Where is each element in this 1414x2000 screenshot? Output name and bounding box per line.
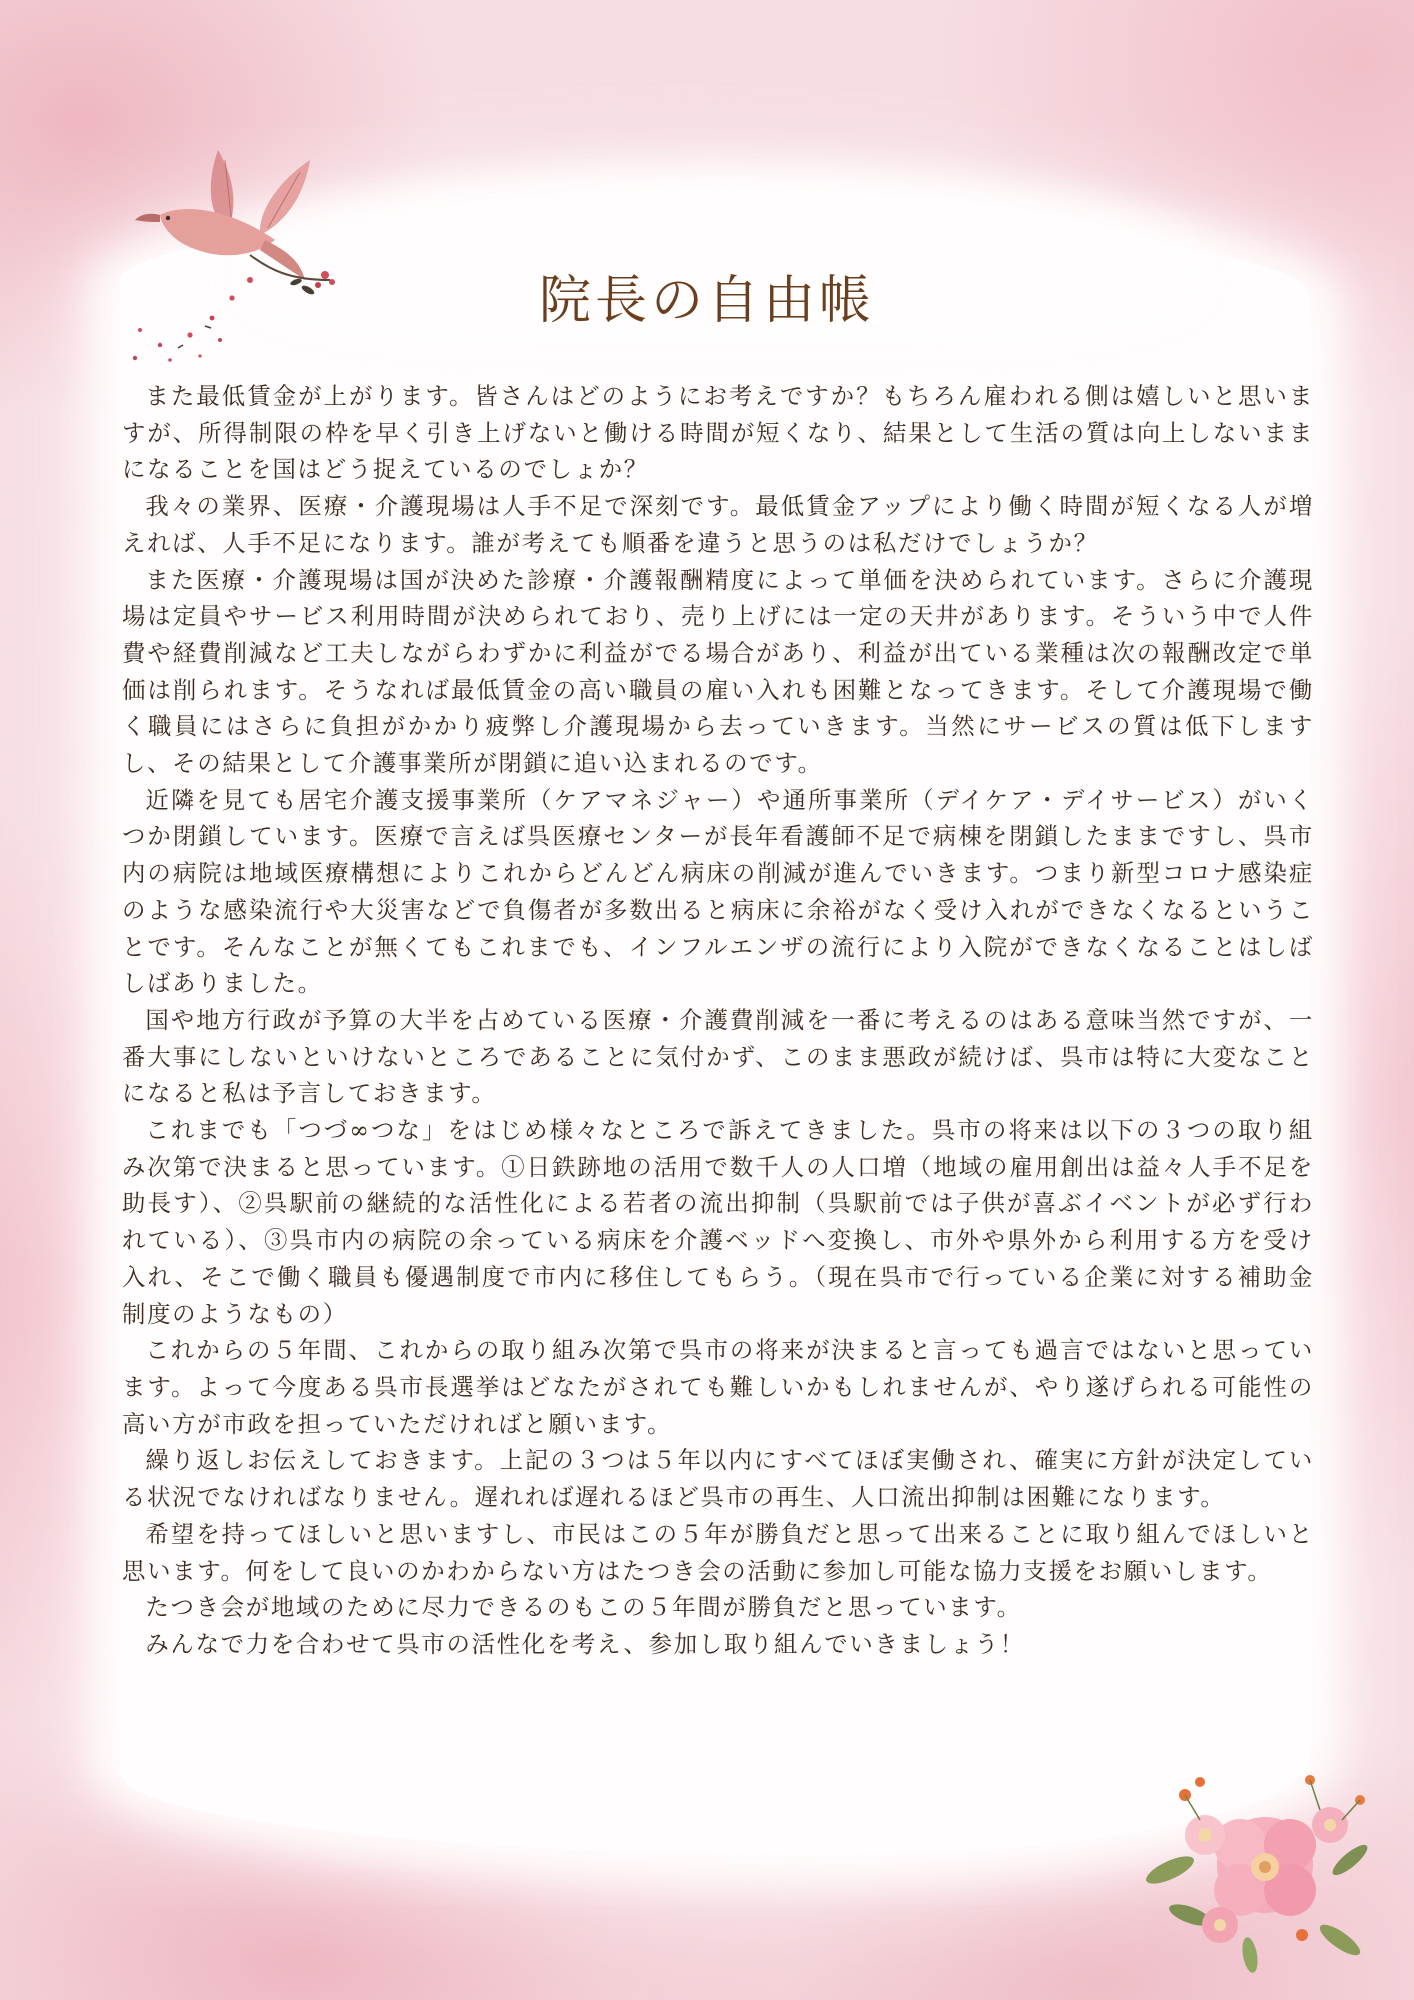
paragraph: 我々の業界、医療・介護現場は人手不足で深刻です。最低賃金アップにより働く時間が短くなる人が増えれば、人手不足になります。誰が考えても順番を違うと思うのは私だけでしょうか？ — [122, 492, 1314, 557]
paragraph: みんなで力を合わせて呉市の活性化を考え、参加し取り組んでいきましょう！ — [145, 1629, 1025, 1658]
bird-illustration — [100, 130, 360, 370]
paragraph: 希望を持ってほしいと思いますし、市民はこの５年が勝負だと思って出来ることに取り組んでほしいと思います。何をして良いのかわからない方はたつき会の活動に参加し可能な協力支援をお願いします。 — [122, 1519, 1314, 1585]
page-title: 院長の自由帳 — [538, 271, 875, 331]
paragraph: 近隣を見ても居宅介護支援事業所（ケアマネジャー）や通所事業所（デイケア・デイサービス）がいくつか閉鎖しています。医療で言えば呉医療センターが長年看護師不足で病棟を閉鎖したままですし、呉市内の病院は地域医療構想によりこれからどんどん病床の削減が進んでいきます。つまり新型コロナ感染症のような感染流行や大災害などで負傷者が多数出ると病床に余裕がなく受け入れができなくなるということです。そんなことが無くてもこれまでも、インフルエンザの流行により入院ができなくなることはしばしばありました。 — [122, 785, 1314, 998]
paragraph: 繰り返しお伝えしておきます。上記の３つは５年以内にすべてほぼ実働され、確実に方針が決定している状況でなければなりません。遅れれば遅れるほど呉市の再生、人口流出抑制は困難になります。 — [122, 1446, 1314, 1512]
paragraph: また医療・介護現場は国が決めた診療・介護報酬精度によって単価を決められています。さらに介護現場は定員やサービス利用時間が決められており、売り上げには一定の天井があります。そういう中で人件費や経費削減など工夫しながらわずかに利益がでる場合があり、利益が出ている業種は次の報酬改定で単価は削られます。そうなれば最低賃金の高い職員の雇い入れも困難となってきます。そして介護現場で働く職員にはさらに負担がかかり疲弊し介護現場から去っていきます。当然にサービスの質は低下しますし、その結果として介護事業所が閉鎖に追い込まれるのです。 — [122, 565, 1314, 778]
paragraph: これまでも「つづ∞つな」をはじめ様々なところで訴えてきました。呉市の将来は以下の３つの取り組み次第で決まると思っています。①日鉄跡地の活用で数千人の人口増（地域の雇用創出は益々人手不足を助長す）、②呉駅前の継続的な活性化による若者の流出抑制（呉駅前では子供が喜ぶイベントが必ず行われている）、③呉市内の病院の余っている病床を介護ベッドへ変換し、市外や県外から利用する方を受け入れ、そこで働く職員も優遇制度で市内に移住してもらう。（現在呉市で行っている企業に対する補助金制度のようなもの） — [122, 1116, 1314, 1328]
article-body — [122, 378, 1314, 1663]
paragraph: たつき会が地域のために尽力できるのもこの５年間が勝負だと思っています。 — [145, 1593, 1022, 1622]
paragraph: これからの５年間、これからの取り組み次第で呉市の将来が決まると言っても過言ではないと思っています。よって今度ある呉市長選挙はどなたがされても難しいかもしれませんが、やり遂げられる可能性の高い方が市政を担っていただければと願います。 — [122, 1336, 1314, 1438]
flower-bouquet-illustration — [1130, 1740, 1390, 1980]
paragraph: また最低賃金が上がります。皆さんはどのようにお考えですか？もちろん雇われる側は嬉しいと思いますが、所得制限の枠を早く引き上げないと働ける時間が短くなり、結果として生活の質は向上しないままになることを国はどう捉えているのでしょか？ — [122, 382, 1314, 484]
paragraph: 国や地方行政が予算の大半を占めている医療・介護費削減を一番に考えるのはある意味当然ですが、一番大事にしないといけないところであることに気付かず、このまま悪政が続けば、呉市は特に大変なことになると私は予言しておきます。 — [122, 1005, 1314, 1108]
